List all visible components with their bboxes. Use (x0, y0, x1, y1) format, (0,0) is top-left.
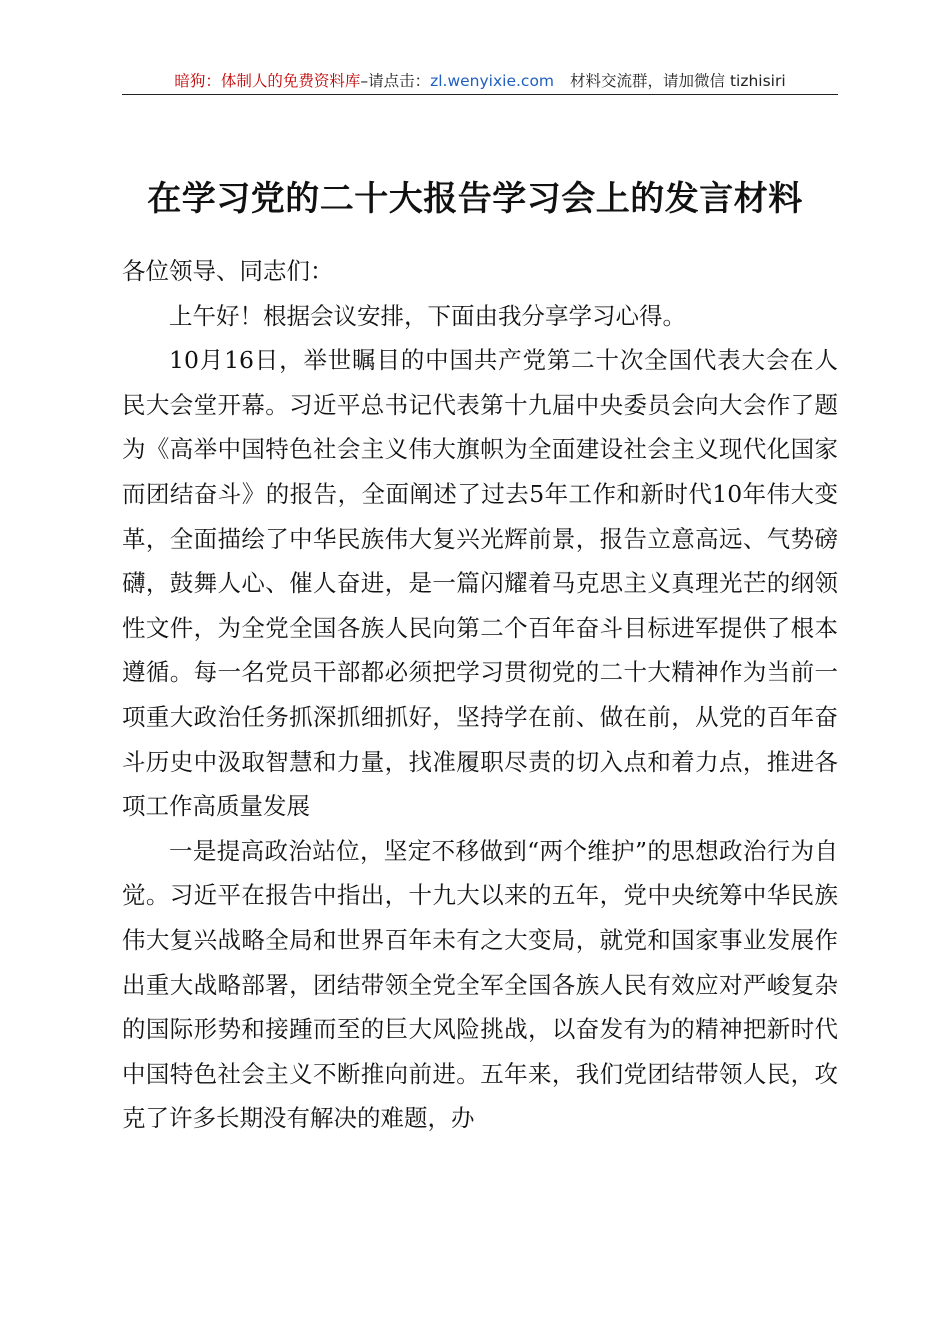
page-header (122, 68, 838, 95)
document-body (122, 249, 838, 1141)
paragraph-1: 上午好！根据会议安排，下面由我分享学习心得。 (169, 301, 686, 330)
paragraph-3: 一是提高政治站位，坚定不移做到“两个维护”的思想政治行为自觉。习近平在报告中指出，十九大以来的五年，党中央统筹中华民族伟大复兴战略全局和世界百年未有之大变局，就党和国家事业发展作出重大战略部署，团结带领全党全军全国各族人民有效应对严峻复杂的国际形势和接踵而至的巨大风险挑战，以奋发有为的精神把新时代中国特色社会主义不断推向前进。五年来，我们党团结带领人民，攻克了许多长期没有解决的难题，办 (122, 836, 838, 1133)
greeting: 各位领导、同志们： (122, 257, 334, 285)
paragraph-2: 10月16日，举世瞩目的中国共产党第二十次全国代表大会在人民大会堂开幕。习近平总书记代表第十九届中央委员会向大会作了题为《高举中国特色社会主义伟大旗帜为全面建设社会主义现代化国家而团结奋斗》的报告，全面阐述了过去5年工作和新时代10年伟大变革，全面描绘了中华民族伟大复兴光辉前景，报告立意高远、气势磅礴，鼓舞人心、催人奋进，是一篇闪耀着马克思主义真理光芒的纲领性文件，为全党全国各族人民向第二个百年奋斗目标进军提供了根本遵循。每一名党员干部都必须把学习贯彻党的二十大精神作为当前一项重大政治任务抓深抓细抓好，坚持学在前、做在前，从党的百年奋斗历史中汲取智慧和力量，找准履职尽责的切入点和着力点，推进各项工作高质量发展 (122, 346, 838, 821)
header-prompt: –请点击： (360, 72, 431, 90)
header-link[interactable]: zl.wenyixie.com (430, 72, 555, 90)
header-site-name: 暗狗：体制人的免费资料库 (174, 72, 361, 90)
header-contact: 材料交流群，请加微信 tizhisiri (570, 72, 786, 90)
document-title: 在学习党的二十大报告学习会上的发言材料 (147, 179, 803, 219)
